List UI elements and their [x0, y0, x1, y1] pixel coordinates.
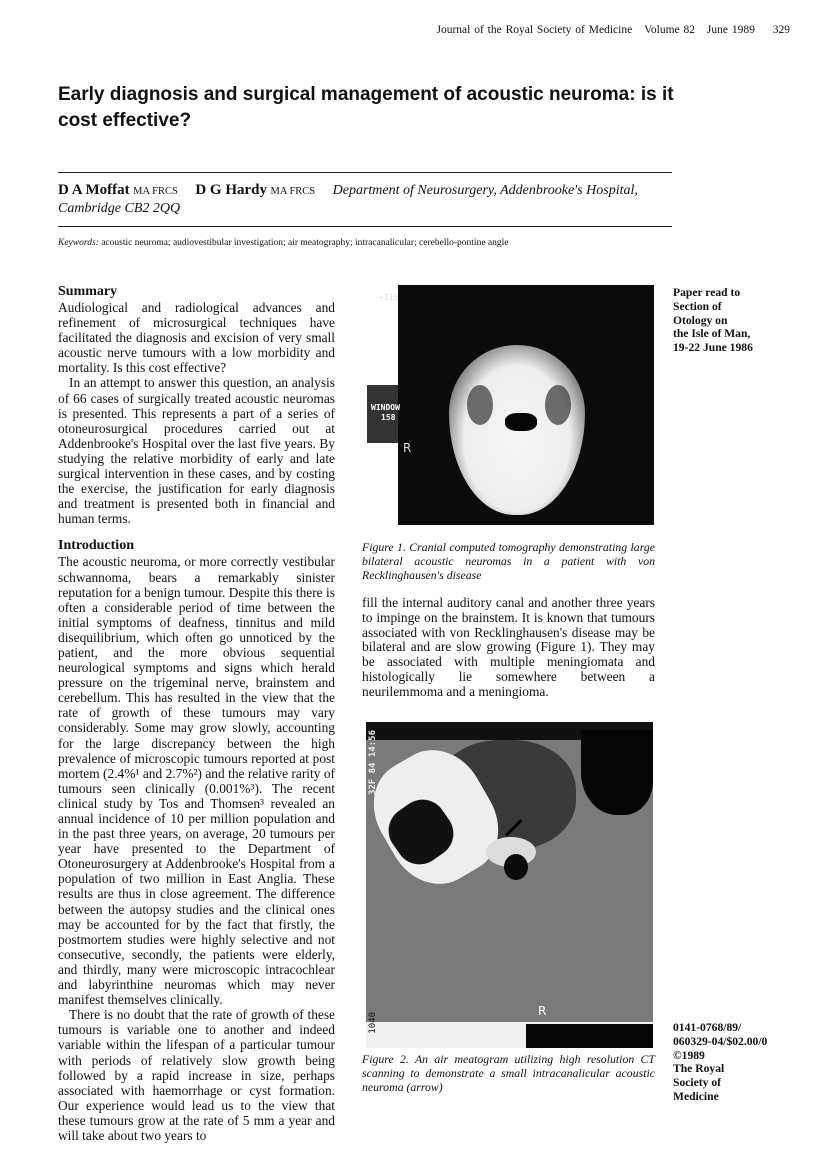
- introduction-heading: Introduction: [58, 538, 134, 554]
- author-degrees: MA FRCS: [133, 186, 178, 197]
- figure-1-caption: Figure 1. Cranial computed tomography demonstrating large bilateral acoustic neuromas in a patient with von Recklinghausen's disease: [362, 540, 655, 582]
- note-line: Society of: [673, 1076, 721, 1090]
- note-line: The Royal: [673, 1062, 725, 1076]
- note-line: ©1989: [673, 1048, 705, 1062]
- author-name: D G Hardy: [195, 182, 267, 198]
- paragraph: Audiological and radiological advances and refinement of microsurgical techniques have facilitated the diagnosis and excision of very small acoustic nerve tumours with a low morbidity and mortality. Is this cost effective?: [58, 300, 335, 376]
- figure-2-caption: Figure 2. An air meatogram utilizing high resolution CT scanning to demonstrate a small intracanalicular acoustic neuroma (arrow): [362, 1052, 655, 1094]
- keywords-text: acoustic neuroma; audiovestibular investigation; air meatography; intracanalicular; cerebello-pontine angle: [101, 238, 509, 248]
- note-line: 19-22 June 1986: [673, 341, 753, 355]
- scan-number: 1040: [368, 1012, 378, 1034]
- ct-window-value: 158: [381, 413, 396, 422]
- ct-side-marker: R: [403, 441, 412, 455]
- paragraph: In an attempt to answer this question, an analysis of 66 cases of surgically treated acoustic neuromas is presented. This represents a part of a series of otoneurosurgical procedures carried out at Addenbrooke's Hospital over the last five years. By studying the relative morbidity of early and late surgical intervention in these cases, and by costing the exercise, the justification for early diagnosis and treatment is presented both in financial and human terms.: [58, 375, 335, 527]
- summary-heading: Summary: [58, 284, 118, 299]
- scan-side-marker: R: [538, 1004, 547, 1018]
- running-head: [428, 24, 790, 36]
- divider: [58, 226, 672, 227]
- paragraph: There is no doubt that the rate of growth of these tumours is variable one to another and indeed variable within the lifespan of a particular tumour with periods of relatively slow growth being followed by a rapid increase in size, perhaps associated with haemorrhage or cyst formation. Our experience would lead us to the view that these tumours grow at the rate of 5 mm a year and will take about two years to: [58, 1007, 335, 1143]
- note-line: 060329-04/$02.00/0: [673, 1034, 768, 1048]
- note-line: 0141-0768/89/: [673, 1021, 742, 1034]
- figure-1-ct-scan: [367, 285, 654, 525]
- note-line: Medicine: [673, 1089, 719, 1103]
- author-name: D A Moffat: [58, 182, 130, 198]
- issue-date: June 1989: [706, 24, 755, 36]
- presentation-note: [673, 286, 753, 355]
- journal-name: Journal of the Royal Society of Medicine: [436, 24, 633, 36]
- affiliation: Department of Neurosurgery, Addenbrooke's Hospital, Cambridge CB2 2QQ: [58, 183, 638, 216]
- right-column-text: fill the internal auditory canal and another three years to impinge on the brainstem. It is known that tumours associated with von Recklinghausen's disease may be bilateral and are slow growing (Figure 1). They may be associated with multiple meningiomata and histologically lie somewhere between a neurilemmoma and a meningioma.: [362, 595, 655, 699]
- left-column: [58, 284, 335, 1143]
- figure-2-air-meatogram: [366, 722, 653, 1048]
- ct-window-label: WINDOW: [371, 403, 400, 412]
- author-block: [58, 182, 678, 217]
- author-degrees: MA FRCS: [270, 186, 316, 197]
- keywords-label: Keywords:: [58, 238, 99, 248]
- keywords: [58, 238, 508, 248]
- note-line: Paper read to: [673, 286, 741, 299]
- scan-timestamp: 32F 84 14:56: [368, 730, 378, 796]
- page-number: 329: [772, 24, 790, 36]
- article-title: Early diagnosis and surgical management of acoustic neuroma: is it cost effective?: [58, 84, 674, 131]
- copyright-note: [673, 1021, 767, 1104]
- note-line: Otology on: [673, 313, 728, 327]
- note-line: the Isle of Man,: [673, 327, 751, 341]
- paragraph: The acoustic neuroma, or more correctly vestibular schwannoma, bears a remarkably sinister reputation for a benign tumour. Despite this there is often a considerable period of time between the initial symptoms of deafness, tinnitus and mild disequilibrium, which often go unnoticed by the patient, and the more obvious sequential neurological symptoms and signs which herald pressure on the trigeminal nerve, brainstem and cerebellum. This has resulted in the view that the rate of growth of these tumours may vary considerably. Some may grow slowly, accounting for the large discrepancy between the high prevalence of microscopic tumours reported at post mortem (2.4%¹ and 2.7%²) and the relative rarity of tumours seen clinically (0.001%³). The recent clinical study by Tos and Thomsen³ revealed an annual incidence of 10 per million population and in the past three years, on average, 20 tumours per year have presented to the Department of Otoneurosurgery at Addenbrooke's Hospital from a population of two million in East Anglia. These results are thus in close agreement. The difference between the autopsy studies and the clinical ones may be accounted for by the fact that firstly, the postmortem studies were highly selective and not consecutive, secondly, the patients were elderly, and thirdly, many were microscopic intracochlear and labyrinthine neuromas which may never manifest themselves clinically.: [58, 554, 335, 1008]
- divider: [58, 172, 672, 173]
- volume: Volume 82: [644, 24, 696, 36]
- note-line: Section of: [673, 299, 722, 313]
- ct-level-label: +115: [379, 293, 399, 302]
